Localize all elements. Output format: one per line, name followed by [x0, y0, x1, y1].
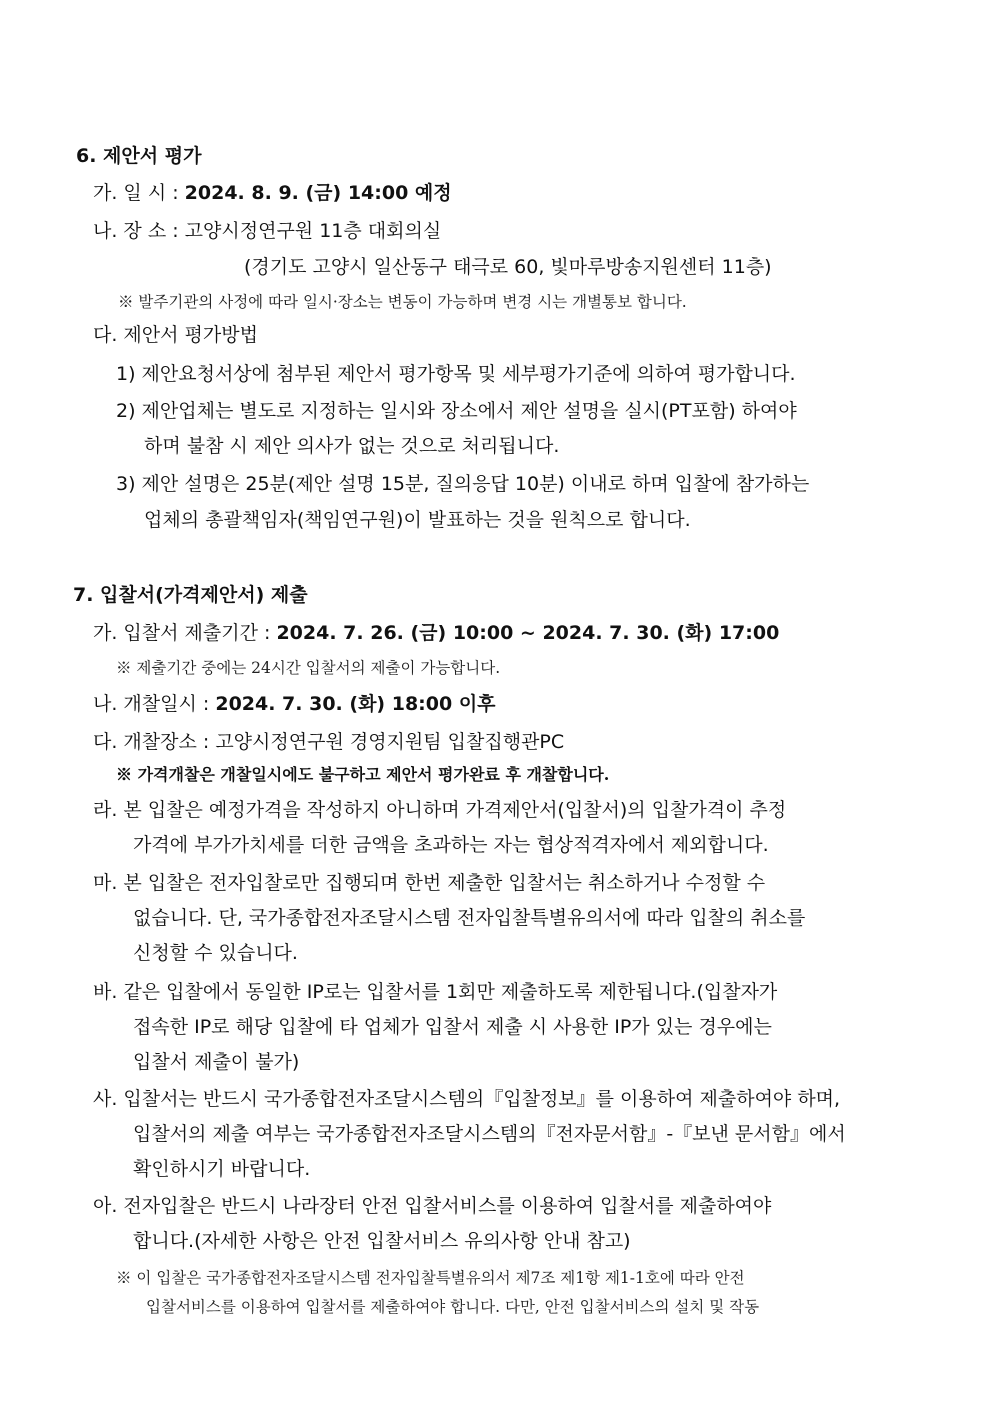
opening-note: ※ 가격개찰은 개찰일시에도 불구하고 제안서 평가완료 후 개찰합니다. — [116, 765, 610, 784]
submission-period-value: 2024. 7. 26. (금) 10:00 ~ 2024. 7. 30. (화) 17:00 — [276, 622, 780, 644]
opening-datetime — [93, 691, 496, 717]
location-address: (경기도 고양시 일산동구 태극로 60, 빛마루방송지원센터 11층) — [244, 256, 772, 278]
location-label: 나. 장 소 : — [93, 220, 179, 242]
submission-period — [93, 620, 779, 646]
item-ba-line-3: 입찰서 제출이 불가) — [133, 1051, 300, 1073]
item-ba-line-2: 접속한 IP로 해당 입찰에 타 업체가 입찰서 제출 시 사용한 IP가 있는 경우에는 — [133, 1016, 772, 1038]
opening-datetime-label: 나. 개찰일시 : — [93, 693, 210, 715]
schedule-label: 가. 일 시 : — [93, 182, 179, 204]
item-ma-line-2: 없습니다. 단, 국가종합전자조달시스템 전자입찰특별유의서에 따라 입찰의 취소를 — [133, 907, 806, 929]
item-ba-line-1: 바. 같은 입찰에서 동일한 IP로는 입찰서를 1회만 제출하도록 제한됩니다.(입찰자가 — [93, 981, 778, 1003]
item-a-line-1: 아. 전자입찰은 반드시 나라장터 안전 입찰서비스를 이용하여 입찰서를 제출하여야 — [93, 1195, 772, 1217]
section-7-heading: 7. 입찰서(가격제안서) 제출 — [73, 584, 308, 606]
item-a-note-line-2: 입찰서비스를 이용하여 입찰서를 제출하여야 합니다. 다만, 안전 입찰서비스의 설치 및 작동 — [146, 1298, 760, 1316]
opening-location: 다. 개찰장소 : 고양시정연구원 경영지원팀 입찰집행관PC — [93, 731, 565, 753]
opening-datetime-value: 2024. 7. 30. (화) 18:00 이후 — [215, 693, 496, 715]
evaluation-method-heading: 다. 제안서 평가방법 — [93, 324, 258, 346]
section-6-schedule — [93, 180, 452, 206]
submission-period-note: ※ 제출기간 중에는 24시간 입찰서의 제출이 가능합니다. — [116, 659, 501, 677]
item-ra-line-2: 가격에 부가가치세를 더한 금액을 초과하는 자는 협상적격자에서 제외합니다. — [133, 834, 769, 856]
submission-period-label: 가. 입찰서 제출기간 : — [93, 622, 271, 644]
evaluation-item-2-line-1: 2) 제안업체는 별도로 지정하는 일시와 장소에서 제안 설명을 실시(PT포함) 하여야 — [116, 400, 797, 422]
item-sa-line-1: 사. 입찰서는 반드시 국가종합전자조달시스템의『입찰정보』를 이용하여 제출하여야 하며, — [93, 1088, 841, 1110]
evaluation-item-2-line-2: 하며 불참 시 제안 의사가 없는 것으로 처리됩니다. — [144, 435, 560, 457]
section-6-note: ※ 발주기관의 사정에 따라 일시·장소는 변동이 가능하며 변경 시는 개별통보 합니다. — [118, 293, 687, 311]
schedule-value: 2024. 8. 9. (금) 14:00 예정 — [184, 182, 452, 204]
item-ma-line-3: 신청할 수 있습니다. — [133, 942, 298, 964]
evaluation-item-3-line-2: 업체의 총괄책임자(책임연구원)이 발표하는 것을 원칙으로 합니다. — [144, 509, 691, 531]
location-value: 고양시정연구원 11층 대회의실 — [184, 220, 442, 242]
item-sa-line-3: 확인하시기 바랍니다. — [133, 1158, 311, 1180]
item-ma-line-1: 마. 본 입찰은 전자입찰로만 집행되며 한번 제출한 입찰서는 취소하거나 수정할 수 — [93, 872, 766, 894]
evaluation-item-1: 1) 제안요청서상에 첨부된 제안서 평가항목 및 세부평가기준에 의하여 평가합니다. — [116, 363, 796, 385]
item-a-line-2: 합니다.(자세한 사항은 안전 입찰서비스 유의사항 안내 참고) — [133, 1230, 631, 1252]
section-6-location — [93, 218, 441, 244]
evaluation-item-3-line-1: 3) 제안 설명은 25분(제안 설명 15분, 질의응답 10분) 이내로 하며 입찰에 참가하는 — [116, 473, 810, 495]
item-ra-line-1: 라. 본 입찰은 예정가격을 작성하지 아니하며 가격제안서(입찰서)의 입찰가격이 추정 — [93, 799, 787, 821]
section-6-heading: 6. 제안서 평가 — [76, 145, 202, 167]
item-sa-line-2: 입찰서의 제출 여부는 국가종합전자조달시스템의『전자문서함』-『보낸 문서함』에서 — [133, 1123, 846, 1145]
item-a-note-line-1: ※ 이 입찰은 국가종합전자조달시스템 전자입찰특별유의서 제7조 제1항 제1-1호에 따라 안전 — [116, 1269, 745, 1287]
